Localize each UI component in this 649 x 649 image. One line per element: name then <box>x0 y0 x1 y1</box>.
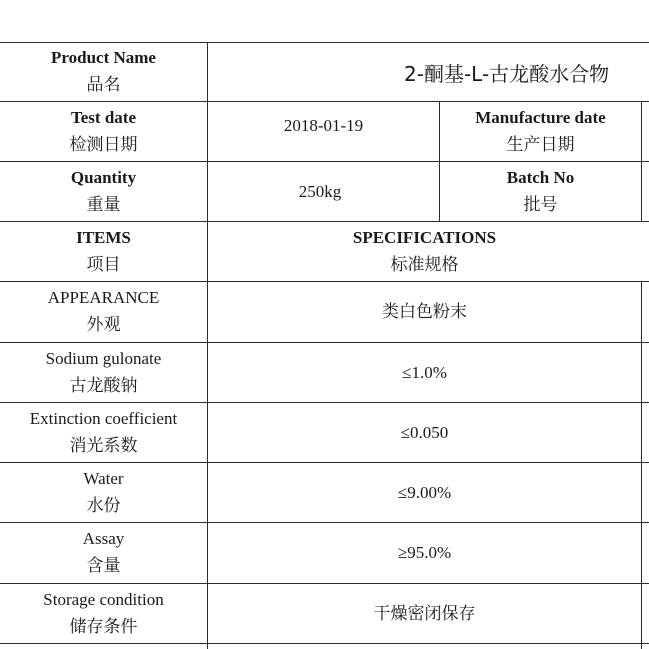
item-spec-cell <box>208 282 641 342</box>
quantity-label-cell <box>0 162 207 221</box>
item-name-en: Sodium gulonate <box>45 348 162 368</box>
quantity-label-en: Quantity <box>70 167 137 187</box>
items-header-cell <box>0 222 207 281</box>
item-label-cell <box>0 584 207 643</box>
manufacture-date-label-zh: 生产日期 <box>506 134 575 155</box>
item-label-cell <box>0 403 207 462</box>
item-name-zh: 古龙酸钠 <box>69 375 138 396</box>
manufacture-date-label-cell <box>440 102 641 161</box>
item-label-cell <box>0 282 207 342</box>
table-rule <box>641 281 642 649</box>
quantity-value: 250kg <box>298 181 342 201</box>
item-spec-value: 干燥密闭保存 <box>373 603 476 624</box>
product-name-value-cell <box>380 43 649 101</box>
items-header-zh: 项目 <box>86 254 121 275</box>
spec-header-zh: 标准规格 <box>390 254 459 275</box>
product-name-label-zh: 品名 <box>86 75 121 95</box>
item-name-zh: 水份 <box>86 495 121 516</box>
test-date-label-cell <box>0 102 207 161</box>
item-spec-cell <box>208 403 641 462</box>
item-name-zh: 外观 <box>86 315 121 335</box>
item-name-en: Water <box>83 468 124 488</box>
batch-label-cell <box>440 162 641 221</box>
item-name-en: Extinction coefficient <box>29 408 178 428</box>
product-name-label-cell <box>0 43 207 101</box>
manufacture-date-label-en: Manufacture date <box>475 107 606 127</box>
item-name-en: Assay <box>82 529 125 548</box>
item-spec-value: ≤1.0% <box>402 362 447 382</box>
item-spec-value: ≥95.0% <box>397 543 452 562</box>
spec-header-en: SPECIFICATIONS <box>352 227 497 247</box>
item-spec-value: ≤0.050 <box>400 422 449 442</box>
test-date-value: 2018-01-19 <box>283 115 364 135</box>
item-spec-cell <box>208 523 641 583</box>
item-name-zh: 消光系数 <box>69 435 138 456</box>
quantity-label-zh: 重量 <box>86 194 121 215</box>
item-spec-cell <box>208 343 641 402</box>
item-name-en: Storage condition <box>43 589 164 609</box>
product-name-label-en: Product Name <box>51 48 156 67</box>
item-spec-cell <box>208 463 641 522</box>
item-name-zh: 含量 <box>86 556 121 576</box>
item-spec-value: ≤9.00% <box>397 482 452 502</box>
test-date-label-zh: 检测日期 <box>69 134 138 155</box>
spec-header-cell <box>208 222 641 281</box>
batch-label-en: Batch No <box>506 167 575 187</box>
item-name-zh: 储存条件 <box>69 616 138 637</box>
item-name-en: APPEARANCE <box>47 288 160 307</box>
table-rule <box>641 101 642 221</box>
product-name-value: 2-酮基-L-古龙酸水合物 <box>404 61 610 86</box>
quantity-value-cell <box>208 162 439 221</box>
item-spec-cell <box>208 584 641 643</box>
item-label-cell <box>0 523 207 583</box>
batch-label-zh: 批号 <box>523 194 558 215</box>
item-label-cell <box>0 463 207 522</box>
table-rule <box>0 643 649 644</box>
item-label-cell <box>0 343 207 402</box>
test-date-value-cell <box>208 102 439 161</box>
test-date-label-en: Test date <box>70 107 136 127</box>
item-spec-value: 类白色粉末 <box>382 302 467 322</box>
items-header-en: ITEMS <box>76 227 131 247</box>
